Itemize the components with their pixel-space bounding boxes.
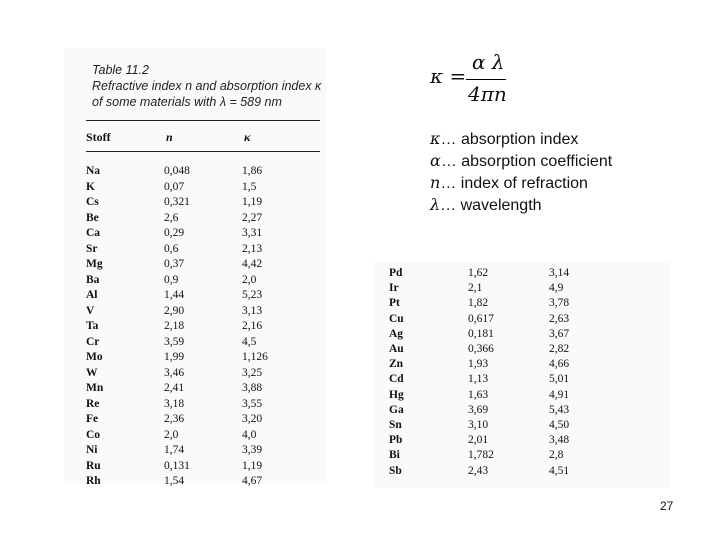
table-cell-kappa: 5,43: [549, 403, 570, 416]
table-cell-kappa: 3,48: [549, 434, 570, 447]
legend-text: … absorption coefficient: [440, 153, 613, 170]
table-cell-n: 1,93: [468, 358, 489, 371]
table-cell-element: Ru: [86, 459, 101, 472]
formula-denominator: 4πn: [468, 82, 507, 106]
table-cell-kappa: 4,67: [242, 475, 263, 487]
legend-item-n: [430, 173, 588, 193]
table-cell-n: 3,10: [468, 419, 489, 431]
table-cell-kappa: 3,13: [242, 304, 263, 317]
table-cell-kappa: 3,88: [242, 382, 263, 394]
table-cell-n: 1,62: [468, 267, 489, 279]
table-cell-element: Ca: [86, 227, 101, 239]
table-cell-element: V: [86, 304, 95, 317]
table-cell-n: 0,37: [164, 258, 185, 270]
table-cell-n: 0,321: [164, 196, 190, 208]
table-cell-kappa: 4,9: [549, 282, 564, 295]
legend-item-lambda: [430, 195, 542, 215]
table-cell-n: 3,46: [164, 366, 185, 379]
table-cell-kappa: 3,67: [549, 327, 570, 340]
table-cell-kappa: 2,63: [549, 312, 570, 325]
table-cell-kappa: 2,8: [549, 449, 564, 462]
table-cell-kappa: 4,50: [549, 419, 570, 431]
table-cell-kappa: 3,20: [242, 413, 263, 425]
table-cell-kappa: 4,0: [242, 428, 257, 441]
legend-item-alpha: [430, 151, 612, 171]
table-cell-kappa: 2,82: [549, 343, 570, 355]
table-cell-element: Cd: [389, 373, 404, 386]
legend-symbol: n: [430, 173, 441, 192]
legend-text: … wavelength: [440, 197, 542, 214]
table-cell-n: 0,29: [164, 227, 185, 239]
formula-fraction-line: [466, 79, 506, 80]
table-cell-element: Ag: [389, 327, 404, 340]
table-cell-kappa: 4,91: [549, 388, 570, 401]
table-cell-element: Ir: [389, 282, 399, 295]
table-cell-element: Ga: [389, 403, 404, 416]
table-cell-element: Re: [86, 397, 100, 410]
table-cell-n: 0,366: [468, 343, 494, 355]
table-cell-element: Al: [86, 289, 98, 301]
table-cell-kappa: 3,55: [242, 397, 263, 410]
table-cell-kappa: 4,42: [242, 258, 263, 270]
legend-text: … absorption index: [440, 131, 579, 148]
table-cell-n: 2,36: [164, 413, 185, 425]
table-cell-n: 2,01: [468, 434, 489, 447]
table-cell-kappa: 4,5: [242, 335, 257, 348]
table-cell-element: Au: [389, 343, 404, 355]
page-number: 27: [660, 499, 674, 513]
table-cell-n: 1,63: [468, 388, 489, 401]
table-cell-n: 0,9: [164, 273, 179, 286]
table-cell-element: Pd: [389, 267, 403, 279]
table-cell-element: Be: [86, 211, 99, 224]
table-cell-element: Mo: [86, 351, 103, 363]
table-cell-kappa: 3,39: [242, 444, 263, 456]
table-cell-kappa: 3,31: [242, 227, 263, 239]
table-cell-element: W: [86, 366, 98, 379]
table-cell-kappa: 5,01: [549, 373, 570, 386]
table-cell-element: Zn: [389, 358, 404, 371]
table-cell-element: Cr: [86, 335, 100, 348]
table-cell-n: 1,74: [164, 444, 185, 456]
table-cell-kappa: 1,19: [242, 196, 263, 208]
table-cell-n: 2,90: [164, 304, 185, 317]
table-cell-kappa: 2,13: [242, 242, 263, 255]
table-cell-kappa: 2,16: [242, 320, 263, 332]
table-cell-n: 2,43: [468, 464, 489, 477]
table-cell-element: Na: [86, 165, 101, 177]
table-cell-element: K: [86, 180, 95, 193]
table-header-rule: [86, 151, 320, 152]
table-cell-kappa: 3,25: [242, 366, 263, 379]
table-cell-kappa: 1,86: [242, 165, 263, 177]
table-cell-kappa: 4,66: [549, 358, 570, 371]
table-cell-n: 0,617: [468, 312, 494, 325]
table-scan-right: [373, 262, 671, 488]
table-cell-n: 3,59: [164, 335, 185, 348]
table-cell-kappa: 2,0: [242, 273, 257, 286]
table-cell-n: 3,69: [468, 403, 489, 416]
table-cell-element: Sn: [389, 419, 402, 431]
legend-item-kappa: [430, 129, 578, 149]
column-header-n: n: [166, 130, 173, 144]
table-cell-element: Ni: [86, 444, 98, 456]
table-cell-n: 1,99: [164, 351, 185, 363]
table-scan-left: [64, 48, 326, 483]
table-cell-element: Mg: [86, 258, 103, 270]
table-cell-n: 1,782: [468, 449, 494, 462]
table-cell-element: Mn: [86, 382, 104, 394]
table-cell-n: 2,6: [164, 211, 179, 224]
table-cell-kappa: 3,78: [549, 297, 570, 310]
table-cell-n: 2,1: [468, 282, 483, 295]
table-cell-n: 2,41: [164, 382, 185, 394]
legend-symbol: κ: [430, 129, 441, 148]
table-cell-n: 0,131: [164, 459, 190, 472]
table-cell-element: Fe: [86, 413, 99, 425]
table-cell-element: Pt: [389, 297, 400, 310]
table-caption-line2: of some materials with λ = 589 nm: [92, 95, 282, 109]
table-cell-kappa: 4,51: [549, 464, 570, 477]
table-cell-n: 1,44: [164, 289, 185, 301]
table-cell-kappa: 5,23: [242, 289, 263, 301]
legend-symbol: λ: [430, 195, 441, 214]
table-cell-kappa: 1,19: [242, 459, 263, 472]
table-cell-element: Ba: [86, 273, 100, 286]
table-cell-n: 0,181: [468, 327, 494, 340]
table-cell-n: 0,048: [164, 165, 190, 177]
table-cell-kappa: 1,126: [242, 351, 268, 363]
table-cell-element: Sb: [389, 464, 402, 477]
formula-numerator: α λ: [472, 50, 505, 74]
table-cell-element: Co: [86, 428, 101, 441]
table-cell-element: Cs: [86, 196, 99, 208]
column-header-kappa: κ: [244, 130, 251, 144]
column-header-stoff: Stoff: [86, 130, 111, 144]
table-cell-kappa: 2,27: [242, 211, 263, 224]
table-caption-title: Table 11.2: [92, 63, 149, 77]
table-cell-element: Cu: [389, 312, 404, 325]
table-cell-element: Pb: [389, 434, 403, 447]
table-cell-n: 0,6: [164, 242, 179, 255]
table-cell-n: 1,82: [468, 297, 489, 310]
table-cell-n: 0,07: [164, 180, 185, 193]
table-cell-n: 2,18: [164, 320, 185, 332]
table-cell-n: 3,18: [164, 397, 185, 410]
table-cell-element: Bi: [389, 449, 400, 462]
table-cell-element: Ta: [86, 320, 99, 332]
table-cell-kappa: 3,14: [549, 267, 570, 279]
table-cell-element: Hg: [389, 388, 404, 401]
table-cell-element: Sr: [86, 242, 98, 255]
table-cell-n: 1,54: [164, 475, 185, 487]
table-top-rule: [86, 120, 320, 121]
table-caption-line1: Refractive index n and absorption index κ: [92, 79, 322, 93]
table-cell-n: 1,13: [468, 373, 489, 386]
formula-lhs: κ =: [430, 64, 467, 88]
table-cell-kappa: 1,5: [242, 180, 257, 193]
legend-text: … index of refraction: [440, 175, 588, 192]
table-cell-n: 2,0: [164, 428, 179, 441]
table-cell-element: Rh: [86, 475, 101, 487]
legend-symbol: α: [430, 151, 441, 170]
